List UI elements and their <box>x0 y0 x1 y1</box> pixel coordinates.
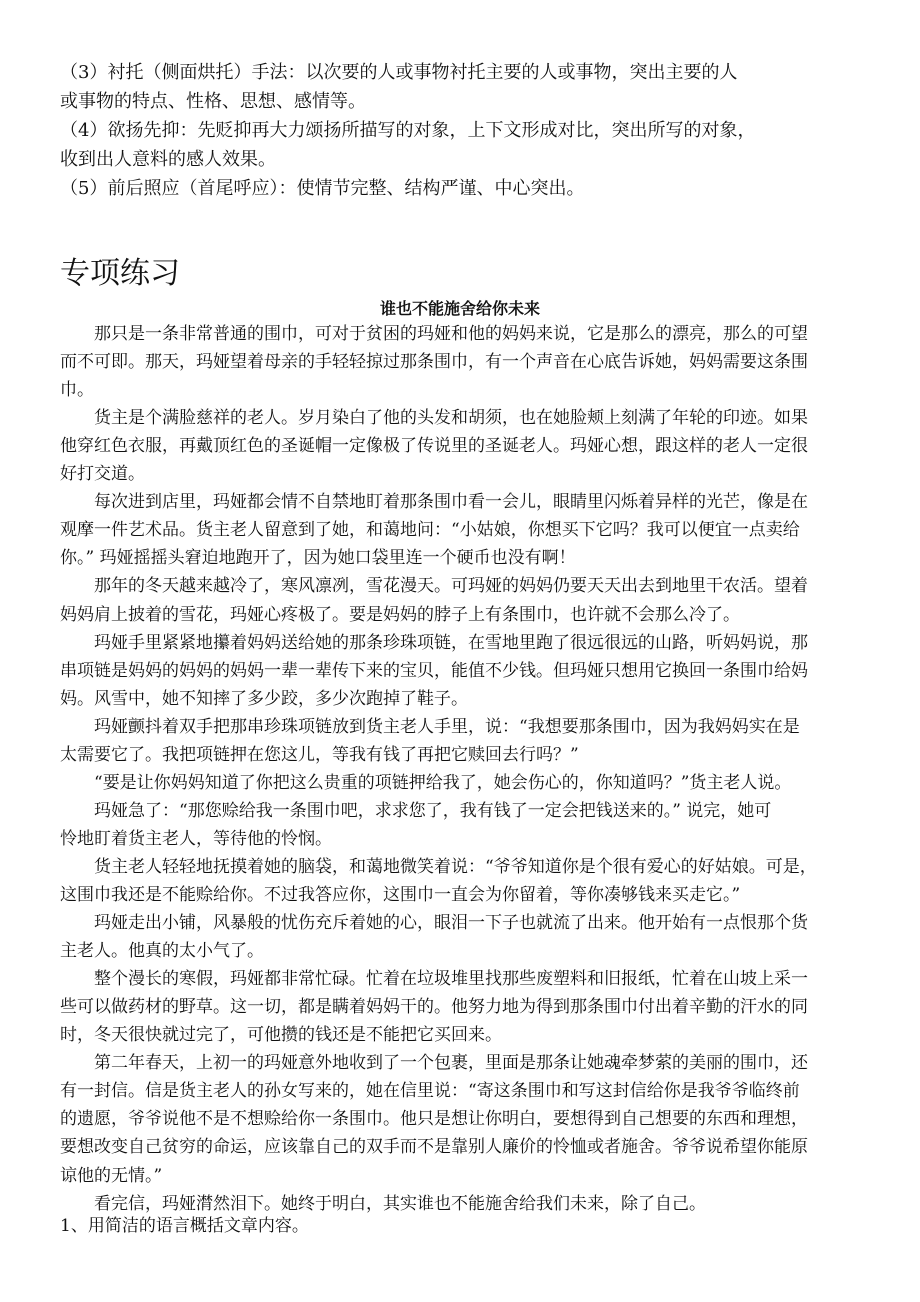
article-line: 谅他的无情。” <box>60 1165 163 1186</box>
article-line: 看完信，玛娅潸然泪下。她终于明白，其实谁也不能施舍给我们未来，除了自己。 <box>94 1193 706 1214</box>
article-line: 主老人。他真的太小气了。 <box>60 941 264 962</box>
article-line: 观摩一件艺术品。货主老人留意到了她，和蔼地问：“小姑娘，你想买下它吗？我可以便宜一点卖给 <box>60 520 800 541</box>
article-line: 第二年春天，上初一的玛娅意外地收到了一个包裹，里面是那条让她魂牵梦萦的美丽的围巾，还 <box>94 1053 808 1074</box>
article-line: 巾。 <box>60 380 94 401</box>
technique-line: （3）衬托（侧面烘托）手法：以次要的人或事物衬托主要的人或事物，突出主要的人 <box>60 62 738 83</box>
question-1: 1、用简洁的语言概括文章内容。 <box>60 1216 309 1236</box>
article-line: 而不可即。那天，玛娅望着母亲的手轻轻掠过那条围巾，有一个声音在心底告诉她，妈妈需要这条围 <box>60 352 808 373</box>
technique-line: 收到出人意料的感人效果。 <box>60 149 276 170</box>
technique-line: 或事物的特点、性格、思想、感情等。 <box>60 91 366 112</box>
article-line: 太需要它了。我把项链押在您这儿，等我有钱了再把它赎回去行吗？” <box>60 744 579 765</box>
article-line: 货主老人轻轻地抚摸着她的脑袋，和蔼地微笑着说：“爷爷知道你是个很有爱心的好姑娘。可是， <box>94 856 817 877</box>
article-line: 时，冬天很快就过完了，可他攒的钱还是不能把它买回来。 <box>60 1025 502 1046</box>
article-line: 玛娅急了：“那您赊给我一条围巾吧，求求您了，我有钱了一定会把钱送来的。” 说完，她可 <box>94 800 772 821</box>
section-heading: 专项练习 <box>60 256 180 291</box>
article-line: 的遗愿，爷爷说他不是不想赊给你一条围巾。他只是想让你明白，要想得到自己想要的东西和理想， <box>60 1109 808 1130</box>
article-line: “要是让你妈妈知道了你把这么贵重的项链押给我了，她会伤心的，你知道吗？”货主老人说。 <box>94 772 792 793</box>
article-line: 那只是一条非常普通的围巾，可对于贫困的玛娅和他的妈妈来说，它是那么的漂亮，那么的可望 <box>94 324 808 344</box>
article-line: 要想改变自己贫穷的命运，应该靠自己的双手而不是靠别人廉价的怜恤或者施舍。爷爷说希望你能原 <box>60 1137 808 1158</box>
article-line: 串项链是妈妈的妈妈的妈妈一辈一辈传下来的宝贝，能值不少钱。但玛娅只想用它换回一条围巾给妈 <box>60 660 808 681</box>
technique-line: （5）前后照应（首尾呼应）：使情节完整、结构严谨、中心突出。 <box>60 178 585 199</box>
article-line: 他穿红色衣服，再戴顶红色的圣诞帽一定像极了传说里的圣诞老人。玛娅心想，跟这样的老人一定很 <box>60 436 808 457</box>
article-line: 你。” 玛娅摇摇头窘迫地跑开了，因为她口袋里连一个硬币也没有啊！ <box>60 548 576 569</box>
article-line: 怜地盯着货主老人，等待他的怜悯。 <box>60 828 332 849</box>
article-line: 货主是个满脸慈祥的老人。岁月染白了他的头发和胡须，也在她脸颊上刻满了年轮的印迹。如果 <box>94 408 808 429</box>
article-line: 些可以做药材的野草。这一切，都是瞒着妈妈干的。他努力地为得到那条围巾付出着辛勤的汗水的同 <box>60 997 808 1018</box>
article-line: 这围巾我还是不能赊给你。不过我答应你，这围巾一直会为你留着，等你凑够钱来买走它。” <box>60 885 741 905</box>
article-line: 有一封信。信是货主老人的孙女写来的，她在信里说：“寄这条围巾和写这封信给你是我爷爷临终前 <box>60 1081 800 1102</box>
article-line: 玛娅走出小铺，风暴般的忧伤充斥着她的心，眼泪一下子也就流了出来。他开始有一点恨那个货 <box>94 913 808 934</box>
article-line: 整个漫长的寒假，玛娅都非常忙碌。忙着在垃圾堆里找那些废塑料和旧报纸，忙着在山坡上采一 <box>94 969 808 990</box>
article-line: 妈妈肩上披着的雪花，玛娅心疼极了。要是妈妈的脖子上有条围巾，也许就不会那么冷了。 <box>60 604 740 625</box>
technique-line: （4）欲扬先抑：先贬抑再大力颂扬所描写的对象，上下文形成对比，突出所写的对象， <box>60 120 756 141</box>
article-title: 谁也不能施舍给你未来 <box>379 299 540 318</box>
article-line: 好打交道。 <box>60 464 145 485</box>
article-line: 那年的冬天越来越冷了，寒风凛冽，雪花漫天。可玛娅的妈妈仍要天天出去到地里干农活。望着 <box>94 576 808 597</box>
article-line: 玛娅颤抖着双手把那串珍珠项链放到货主老人手里，说：“我想要那条围巾，因为我妈妈实在是 <box>94 716 800 737</box>
article-line: 玛娅手里紧紧地攥着妈妈送给她的那条珍珠项链，在雪地里跑了很远很远的山路，听妈妈说，那 <box>94 632 808 653</box>
article-line: 每次进到店里，玛娅都会情不自禁地盯着那条围巾看一会儿，眼睛里闪烁着异样的光芒，像是在 <box>94 492 808 513</box>
article-line: 妈。风雪中，她不知摔了多少跤，多少次跑掉了鞋子。 <box>60 688 468 709</box>
